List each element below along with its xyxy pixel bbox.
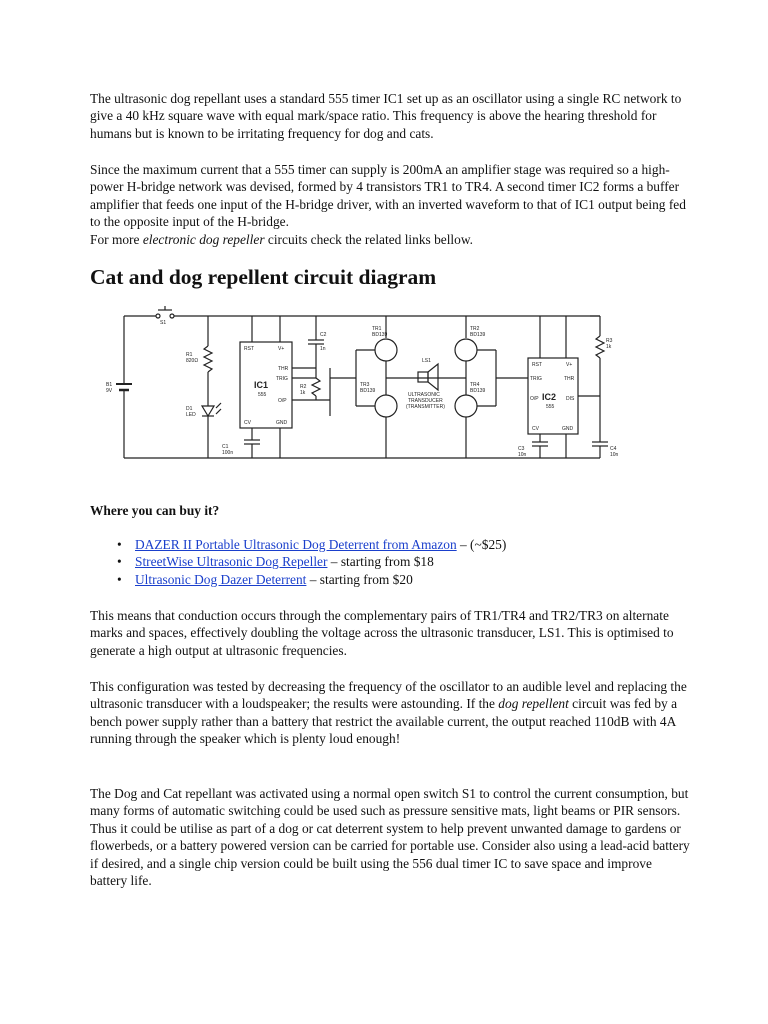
label-b1: B1 (106, 382, 113, 388)
label-c4-value: 10n (610, 452, 619, 458)
label-transducer-1: ULTRASONIC (408, 392, 440, 398)
list-item (90, 536, 506, 553)
label-tr2-value: BD139 (470, 332, 486, 338)
buy-link-dazer-ii[interactable]: DAZER II Portable Ultrasonic Dog Deterrent from Amazon (135, 537, 457, 552)
buy-heading: Where you can buy it? (90, 503, 220, 518)
label-ic1-value: 555 (258, 392, 267, 398)
buy-price: – (~$25) (456, 537, 507, 552)
label-r2: R2 (300, 384, 307, 390)
label-c3-value: 10n (518, 452, 527, 458)
list-item (90, 553, 506, 570)
buy-link-streetwise[interactable]: StreetWise Ultrasonic Dog Repeller (135, 554, 328, 570)
para4-text-a: This configuration was tested by decreasing the frequency of the oscillator to an audible level and replacing the ultrasonic transducer with a loudspeaker; the results were astounding. If the (90, 679, 687, 712)
label-tr3: TR3 (360, 382, 370, 388)
label-rst: RST (244, 346, 254, 352)
label-cv: CV (244, 420, 251, 426)
body-paragraph-4 (90, 678, 690, 748)
label-op: O/P (278, 398, 287, 404)
label-r2-value: 1k (300, 390, 306, 396)
body-paragraph-3: This means that conduction occurs through the complementary pairs of TR1/TR4 and TR2/TR3 on alternate marks and spaces, effectively doubling the voltage across the ultrasonic transducer, LS1. This is optimised to generate a high output at ultrasonic frequencies. (90, 608, 674, 658)
page-heading: Cat and dog repellent circuit diagram (90, 265, 437, 289)
label-r1: R1 (186, 352, 193, 358)
more-suffix: circuits check the related links bellow. (264, 231, 474, 247)
buy-price: – starting from $18 (327, 554, 434, 570)
label-c1-value: 100n (222, 450, 234, 456)
label-s1: S1 (160, 320, 167, 326)
label-ic2-trig: TRIG (530, 376, 542, 382)
more-prefix: For more (90, 231, 143, 247)
para4-text-b: circuit was fed by a bench power supply rather than a battery that restrict the available current, the output reached 110dB with 4A running through the speaker which is plenty loud enough! (90, 696, 678, 747)
label-d1: D1 (186, 406, 193, 412)
label-r3-value: 1k (606, 344, 612, 350)
buy-price: – starting from $20 (306, 571, 413, 587)
label-ic2-cv: CV (532, 426, 539, 432)
label-ic2-value: 555 (546, 404, 555, 410)
label-c2: C2 (320, 332, 327, 338)
label-r1-value: 820Ω (186, 358, 199, 364)
circuit-diagram (106, 306, 700, 476)
label-c4: C4 (610, 446, 617, 452)
label-ic2-thr: THR (564, 376, 575, 382)
more-italic: electronic dog repeller (142, 231, 265, 247)
label-tr2: TR2 (470, 326, 480, 332)
label-ic2-gnd: GND (562, 426, 574, 432)
label-gnd: GND (276, 420, 288, 426)
label-transducer-2: TRANSDUCER (408, 398, 443, 404)
label-ic2-op: O/P (530, 396, 539, 402)
label-r3: R3 (606, 338, 613, 344)
body-paragraph-5: The Dog and Cat repellant was activated using a normal open switch S1 to control the current consumption, but many forms of automatic switching could be used such as pressure sensitive mats, light beams or PIR sensors. Thus it could be utilise as part of a dog or cat deterrent system to help prevent unwanted damage to gardens or flowerbeds, or a battery powered version can be carried for portable use. Consider also using a lead-acid battery if desired, and a single chip version could be built using the 556 dual timer IC to save space and improve battery life. (90, 786, 690, 889)
label-thr: THR (278, 366, 289, 372)
label-c2-value: 1n (320, 346, 326, 352)
para4-italic: dog repellent (498, 696, 569, 712)
label-vplus: V+ (278, 346, 285, 352)
label-c3: C3 (518, 446, 525, 452)
label-dis: DIS (566, 396, 575, 402)
list-item (90, 571, 506, 588)
buy-link-dog-dazer[interactable]: Ultrasonic Dog Dazer Deterrent (135, 571, 307, 587)
label-b1-value: 9V (106, 388, 113, 394)
label-d1-value: LED (186, 412, 196, 418)
label-transducer-3: (TRANSMITTER) (406, 404, 445, 410)
intro-paragraph-2-text: Since the maximum current that a 555 timer can supply is 200mA an amplifier stage was required so a high-power H-bridge network was devised, formed by 4 transistors TR1 to TR4. A second timer IC2 forms a buffer amplifier that feeds one input of the H-bridge driver, with an inverted waveform to that of IC1 output being fed to the opposite input of the H-bridge. (90, 162, 686, 230)
label-ic2-rst: RST (532, 362, 542, 368)
label-ic2-vplus: V+ (566, 362, 573, 368)
intro-paragraph-1: The ultrasonic dog repellant uses a standard 555 timer IC1 set up as an oscillator using a single RC network to give a 40 kHz square wave with equal mark/space ratio. This frequency is above the hearing threshold for humans but is known to be irritating frequency for dog and cats. (90, 91, 682, 141)
intro-paragraph-2 (90, 161, 690, 248)
label-tr4-value: BD139 (470, 388, 486, 394)
label-tr4: TR4 (470, 382, 480, 388)
label-tr1: TR1 (372, 326, 382, 332)
label-tr1-value: BD139 (372, 332, 388, 338)
label-c1: C1 (222, 444, 229, 450)
label-trig: TRIG (276, 376, 288, 382)
label-tr3-value: BD139 (360, 388, 376, 394)
buy-list (90, 536, 506, 588)
label-ic2: IC2 (542, 392, 557, 402)
label-ls1: LS1 (422, 358, 431, 364)
label-ic1: IC1 (254, 380, 269, 390)
